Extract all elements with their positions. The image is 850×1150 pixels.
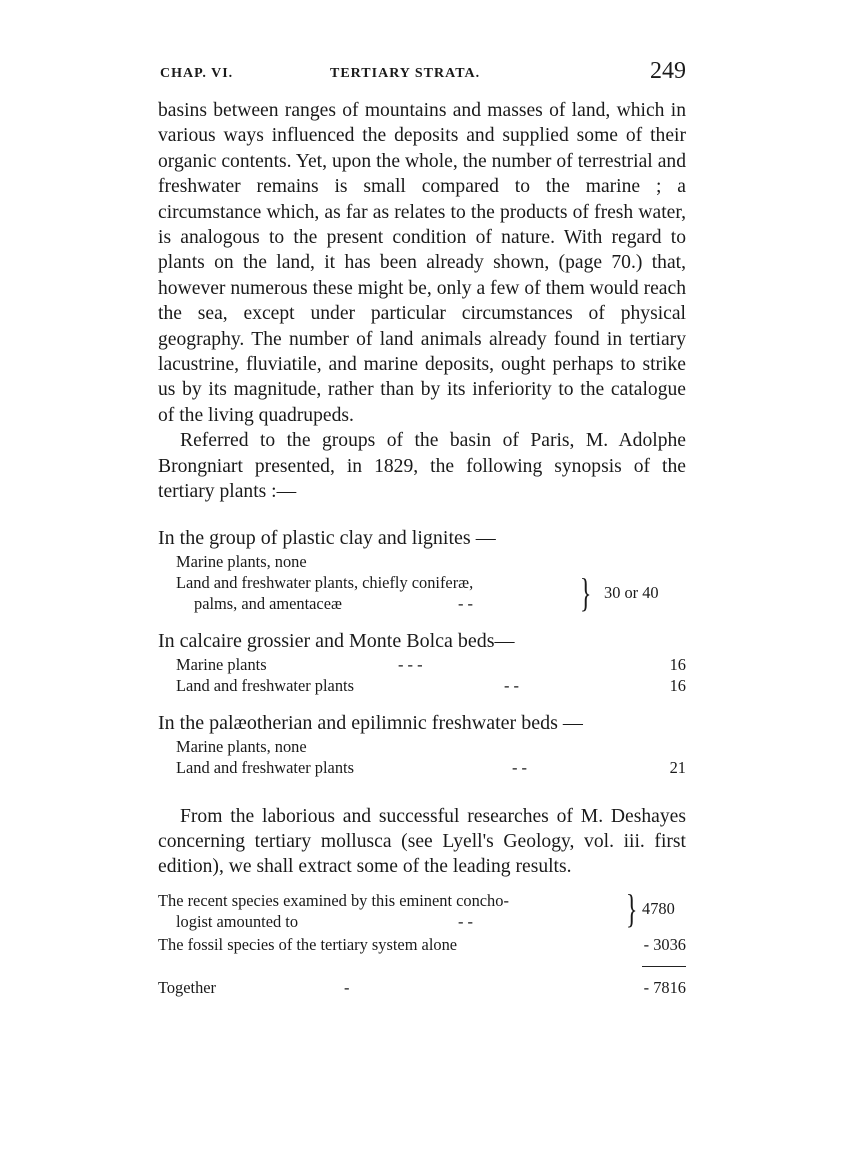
running-title: TERTIARY STRATA. [330,66,481,81]
brace-glyph: } [579,569,592,615]
group-line: Marine plants, none [176,551,307,571]
leader-dashes: - - [458,593,474,613]
chapter-label: CHAP. VI. [160,66,234,81]
page-number: 249 [650,58,686,84]
body-text [158,98,686,505]
row-value: - 7816 [643,977,686,997]
row-label: Together [158,977,217,997]
row-label: The fossil species of the tertiary system alone [158,934,458,954]
paragraph-1: basins between ranges of mountains and masses of land, which in various ways influenced the deposits and supplied some of their organic contents. Yet, upon the whole, the number of terrestrial and freshwater remains is small compared to the marine ; a circumstance which, as far as relates to the products of fresh water, is analogous to the present condition of nature. With regard to plants on the land, it has been already shown, (page 70.) that, however numerous these might be, only a few of them would reach the sea, except under particular circumstances of physical geography. The number of land animals already found in tertiary lacustrine, fluviatile, and marine deposits, ought perhaps to strike us by its magnitude, rather than by its inferiority to the catalogue of the living quadrupeds. [158,100,686,426]
group-row [158,654,686,675]
row-label: Marine plants [176,654,267,674]
running-header [158,56,686,86]
recent-value: 4780 [642,898,675,918]
group-title: In calcaire grossier and Monte Bolca beds— [158,629,515,652]
book-page [158,56,686,998]
row-label: Land and freshwater plants [176,757,354,777]
entry-line-b: logist amounted to - - [176,911,474,931]
leader-dash: - [344,977,350,997]
recent-species-entry [158,885,686,932]
leader-dashes: - - [458,911,474,931]
brace-entry [158,569,686,615]
row-value: - 3036 [643,934,686,954]
leader-dashes: - - [504,675,520,695]
fossil-species-row [158,934,686,955]
group-title: In the palæotherian and epilimnic freshwater beds — [158,711,583,734]
leader-dashes: - - - [398,654,423,674]
group-title: In the group of plastic clay and lignites — [158,526,496,549]
row-value: 16 [669,654,686,674]
paragraph-2: Referred to the groups of the basin of Paris, M. Adolphe Brongniart presented, in 1829, the following synopsis of the tertiary plants :— [158,430,686,503]
entry-line-a: Land and freshwater plants, chiefly coniferæ, [176,572,474,592]
total-row [158,977,686,998]
group-line: Marine plants, none [176,736,307,756]
group-row [158,757,686,778]
plant-group-1 [158,525,686,614]
sum-rule-area [158,955,686,973]
row-label: Land and freshwater plants [176,675,354,695]
row-value: 21 [669,757,686,777]
group-value: 30 or 40 [604,582,659,602]
leader-dashes: - - [512,757,528,777]
entry-line-a: The recent species examined by this eminent concho- [158,890,509,910]
paragraph-3: From the laborious and successful researches of M. Deshayes concerning tertiary mollusca (see Lyell's Geology, vol. iii. first edition), we shall extract some of the leading results. [158,805,686,878]
sum-rule [642,966,686,967]
brace-glyph: } [625,885,638,931]
row-value: 16 [669,675,686,695]
entry-line-b: palms, and amentaceæ - - [194,593,474,613]
plant-group-3 [158,710,686,778]
mollusca-table [158,885,686,998]
group-row [158,675,686,696]
plant-group-2 [158,628,686,696]
